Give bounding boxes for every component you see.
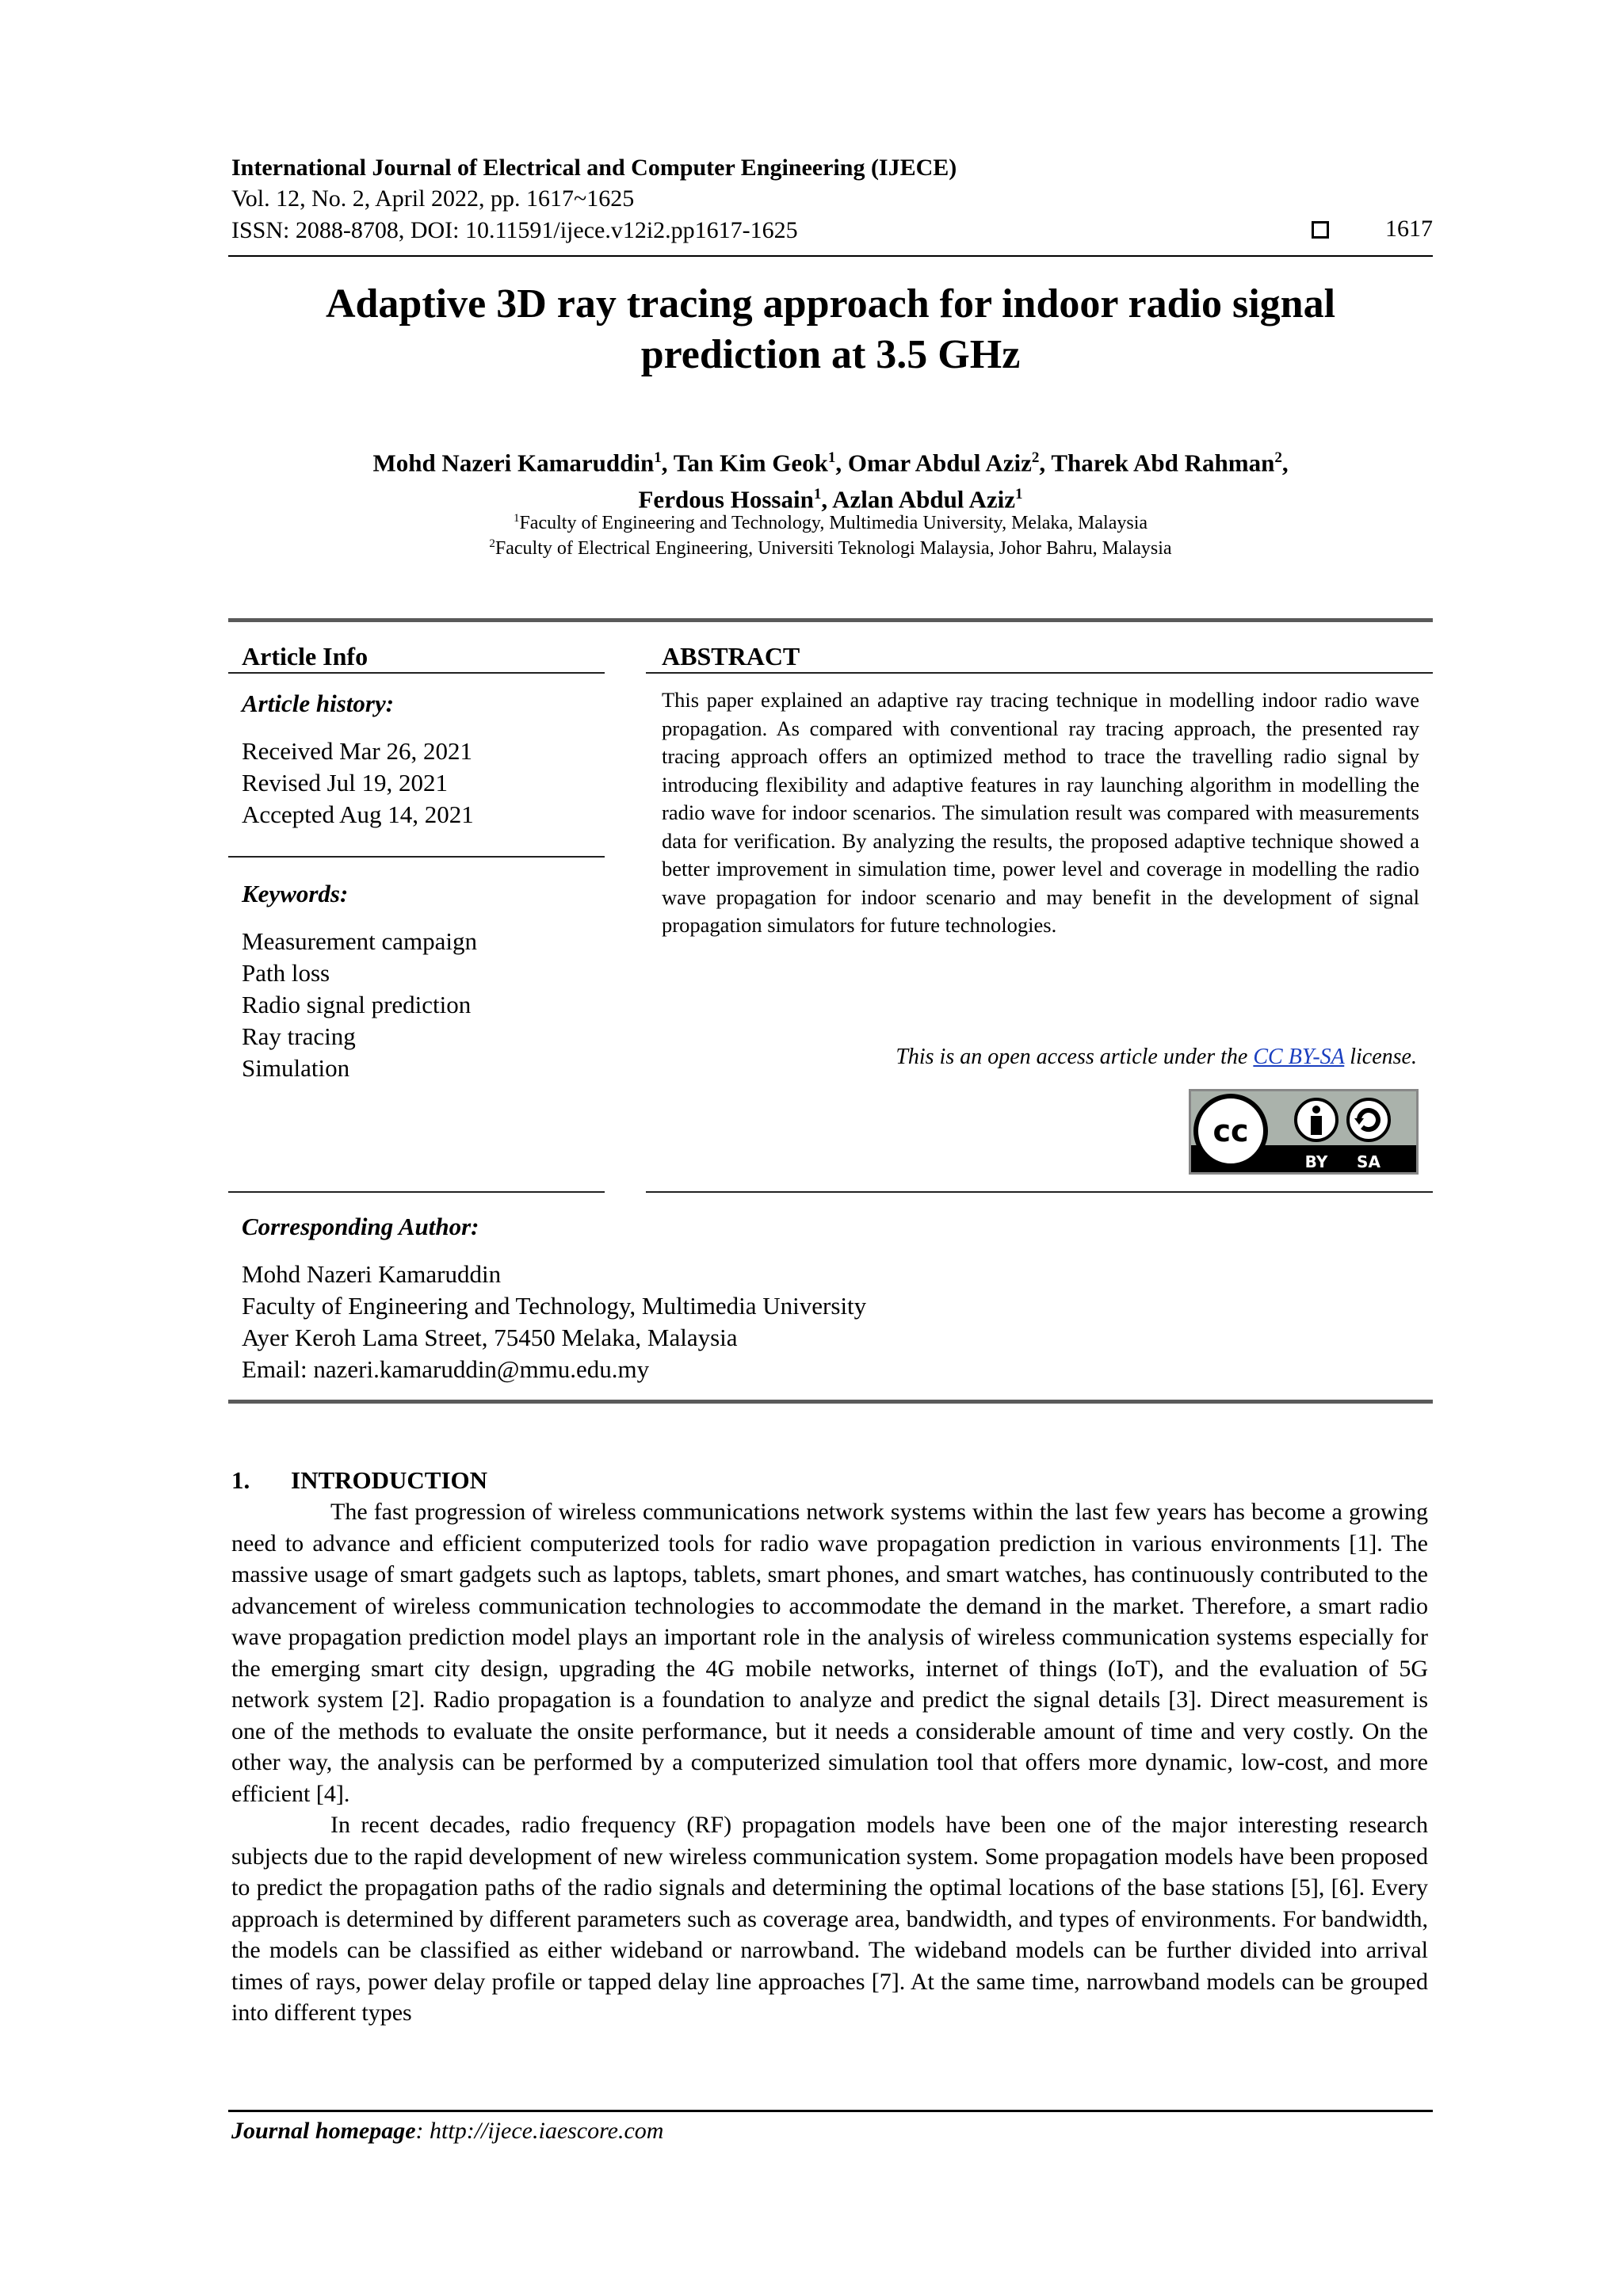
corresponding-email: Email: nazeri.kamaruddin@mmu.edu.my [242, 1355, 650, 1383]
corresponding-author-heading: Corresponding Author: [242, 1213, 479, 1240]
title-line-1: Adaptive 3D ray tracing approach for indoor radio signal [325, 281, 1336, 327]
cc-badge-graphic [1191, 1091, 1416, 1172]
homepage-url[interactable]: http://ijece.iaescore.com [430, 2118, 664, 2144]
title-line-2: prediction at 3.5 GHz [640, 332, 1021, 377]
intro-paragraph-1: The fast progression of wireless communications network systems within the last few years has become a growing need to advance and efficient computerized tools for radio wave propagation prediction in various environments [1]. The massive usage of smart gadgets such as laptops, tablets, smart phones, and smart watches, has continuously contributed to the advancement of wireless communication technologies to accommodate the demand in the market. Therefore, a smart radio wave propagation prediction model plays an important role in the analysis of wireless communication systems especially for the emerging smart city design, upgrading the 4G mobile networks, internet of things (IoT), and the evaluation of 5G network system [2]. Radio propagation is a foundation to analyze and predict the signal details [3]. Direct measurement is one of the methods to evaluate the onsite performance, but it needs a considerable amount of time and very costly. On the other way, the analysis can be performed by a computerized simulation tool that offers more dynamic, low-cost, and more efficient [4]. [231, 1499, 1428, 1807]
keywords-bottom-rule [228, 1191, 605, 1193]
intro-body [231, 1496, 1428, 2029]
author-name: Mohd Nazeri Kamaruddin [372, 449, 655, 477]
keyword-item: Ray tracing [242, 1022, 356, 1050]
corresponding-dept: Faculty of Engineering and Technology, Multimedia University [242, 1292, 867, 1320]
share-alike-icon [1348, 1099, 1389, 1140]
abstract-bottom-rule [646, 1191, 1433, 1193]
intro-paragraph-2: In recent decades, radio frequency (RF) propagation models have been one of the major interesting research subjects due to the rapid development of new wireless communication system. Some propagation models have been proposed to predict the propagation paths of the radio signals and determining the optimal locations of the base stations [5], [6]. Every approach is determined by different parameters such as coverage area, bandwidth, and types of environments. For bandwidth, the models can be classified as either wideband or narrowband. The wideband models can be further divided into arrival times of rays, power delay profile or tapped delay line approaches [7]. At the same time, narrowband models can be grouped into different types [231, 1812, 1428, 2026]
keywords-heading: Keywords: [242, 880, 349, 907]
journal-homepage: Journal homepage: http://ijece.iaescore.com [231, 2118, 664, 2144]
corresponding-address: Ayer Keroh Lama Street, 75450 Melaka, Malaysia [242, 1324, 738, 1351]
article-history-heading: Article history: [242, 690, 395, 717]
author-line-1: Mohd Nazeri Kamaruddin$^1$, Tan Kim Geok$^1$, Omar Abdul Aziz$^2$, Tharek Abd Rahman$^2$, [372, 449, 1289, 477]
cc-by-sa-badge-icon[interactable] [1189, 1089, 1419, 1175]
author-line-2: Ferdous Hossain$^1$, Azlan Abdul Aziz$^1$ [638, 485, 1023, 514]
info-box-bottom-rule [228, 1400, 1433, 1404]
corresponding-name: Mohd Nazeri Kamaruddin [242, 1260, 502, 1288]
footer-divider [228, 2110, 1433, 2112]
journal-issn-doi: ISSN: 2088-8708, DOI: 10.11591/ijece.v12i2.pp1617-1625 [231, 217, 798, 243]
author-name: Tan Kim Geok [673, 449, 828, 477]
affiliation-2: $^2$Faculty of Electrical Engineering, Universiti Teknologi Malaysia, Johor Bahru, Malaysia [489, 537, 1172, 559]
page-number: 1617 [1385, 216, 1433, 242]
section-title: INTRODUCTION [291, 1466, 488, 1494]
keyword-item: Path loss [242, 959, 330, 987]
section-number: 1. [231, 1466, 250, 1494]
footer-label: Journal homepage [231, 2118, 416, 2144]
journal-name: International Journal of Electrical and Computer Engineering (IJECE) [231, 155, 957, 181]
history-rule [228, 856, 605, 858]
header-divider [228, 255, 1433, 257]
sa-label: SA [1357, 1152, 1381, 1171]
abstract-text: This paper explained an adaptive ray tracing technique in modelling indoor radio wave propagation. As compared with conventional ray tracing approach, the presented ray tracing approach offers an optimized method to trace the travelling radio signal by introducing flexibility and adaptive features in ray launching algorithm in modelling the radio wave for indoor scenarios. The simulation result was compared with measurements data for verification. By analyzing the results, the proposed adaptive technique showed a better improvement in simulation time, power level and coverage in modelling the radio wave propagation for indoor scenario and may benefit in the development of signal propagation simulators for future technologies. [662, 688, 1419, 937]
abstract-rule [646, 672, 1433, 674]
square-bullet-icon [1312, 221, 1329, 239]
journal-volume: Vol. 12, No. 2, April 2022, pp. 1617~1625 [231, 185, 635, 212]
keyword-item: Radio signal prediction [242, 991, 472, 1018]
license-link[interactable]: CC BY-SA [1253, 1045, 1345, 1069]
info-box-top-rule [228, 618, 1433, 622]
keyword-item: Simulation [242, 1054, 350, 1082]
author-name: Tharek Abd Rahman [1051, 449, 1275, 477]
author-name: Omar Abdul Aziz [847, 449, 1032, 477]
article-info-heading: Article Info [242, 642, 369, 670]
affiliation-1: $^1$Faculty of Engineering and Technology, Multimedia University, Melaka, Malaysia [513, 512, 1148, 533]
article-info-rule [228, 672, 605, 674]
history-received: Received Mar 26, 2021 [242, 737, 472, 765]
keyword-item: Measurement campaign [242, 927, 477, 955]
author-name: Azlan Abdul Aziz [832, 485, 1015, 514]
history-accepted: Accepted Aug 14, 2021 [242, 800, 474, 828]
author-name: Ferdous Hossain [638, 485, 814, 514]
section-heading-introduction [231, 1465, 487, 1496]
cc-letters: cc [1212, 1114, 1249, 1148]
paper-title [228, 279, 1433, 380]
abstract-heading: ABSTRACT [662, 642, 800, 670]
license-statement: This is an open access article under the CC BY-SA license. [896, 1045, 1417, 1069]
author-list [228, 442, 1433, 516]
history-revised: Revised Jul 19, 2021 [242, 769, 449, 797]
by-label: BY [1304, 1152, 1328, 1171]
